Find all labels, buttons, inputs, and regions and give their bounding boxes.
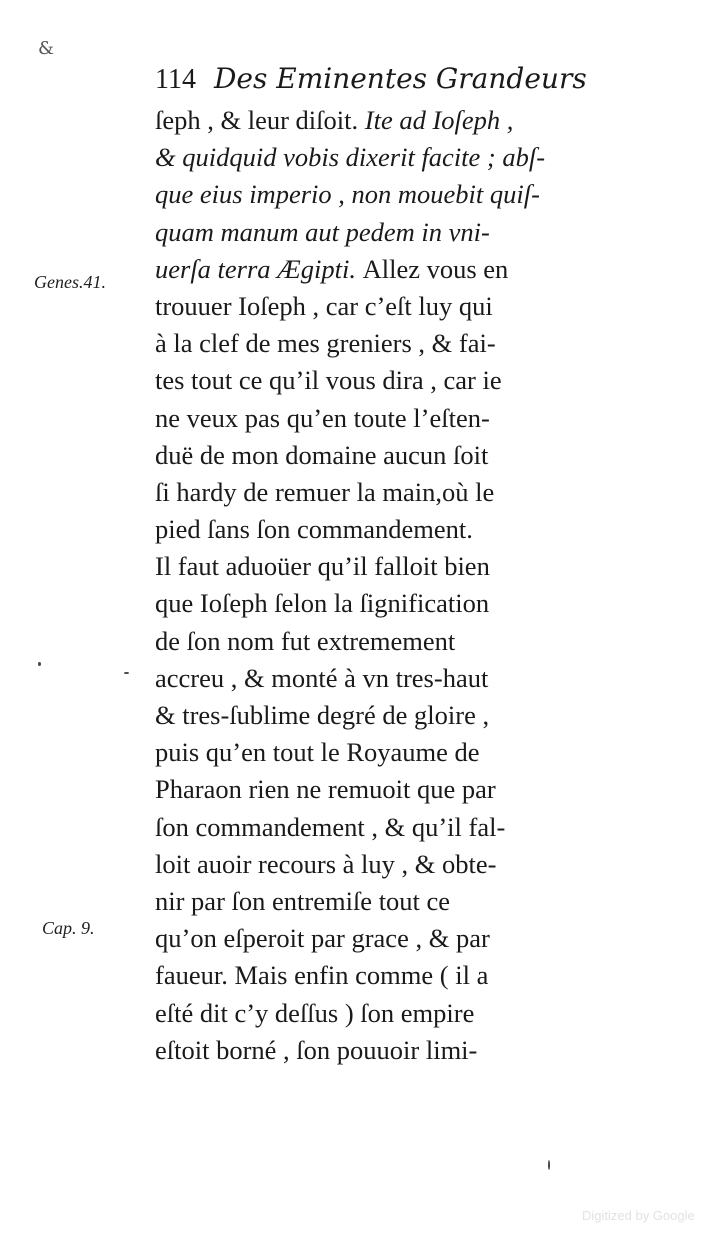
text-line [155,995,625,1032]
french-text-segment: à la clef de mes greniers , & fai- [155,328,496,359]
text-line [155,176,625,213]
margin-note-chapter: Cap. 9. [42,918,95,938]
latin-quote-segment: quam manum aut pedem in vni- [155,216,490,247]
french-text-segment: eſté dit c’y deſſus ) ſon empire [155,997,475,1028]
latin-quote-segment: uerſa terra Ægipti. [155,253,363,284]
french-text-segment: que Ioſeph ſelon la ſignification [155,588,490,619]
text-line [155,660,625,697]
french-text-segment: puis qu’en tout le Royaume de [155,737,480,768]
french-text-segment: trouuer Ioſeph , car c’eſt luy qui [155,290,493,321]
french-text-segment: Allez vous en [362,253,509,284]
french-text-segment: Il faut aduoüer qu’il falloit bien [155,551,490,582]
french-text-segment: qu’on eſperoit par grace , & par [155,923,490,954]
text-line [155,437,625,474]
text-line [155,1032,625,1069]
french-text-segment: tes tout ce qu’il vous dira , car ie [155,365,502,396]
text-line [155,288,625,325]
text-line [155,214,625,251]
text-line [155,474,625,511]
french-text-segment: accreu , & monté à vn tres-haut [155,662,489,693]
text-line [155,102,625,139]
french-text-segment: Pharaon rien ne remuoit que par [155,774,496,805]
french-text-segment: pied ſans ſon commandement. [155,514,473,545]
margin-note-genesis: Genes.41. [34,272,106,292]
french-text-segment: duë de mon domaine aucun ſoit [155,439,489,470]
text-line [155,920,625,957]
latin-quote-segment: & quidquid vobis dixerit facite ; abſ- [155,142,546,173]
corner-mark: & [38,38,53,59]
ink-speck [124,672,129,674]
french-text-segment: eſtoit borné , ſon pouuoir limi- [155,1034,478,1065]
text-line [155,325,625,362]
body-text [155,102,625,1069]
text-line [155,883,625,920]
french-text-segment: nir par ſon entremiſe tout ce [155,885,451,916]
text-line [155,957,625,994]
text-line [155,548,625,585]
text-line [155,697,625,734]
text-line [155,511,625,548]
latin-quote-segment: que eius imperio , non mouebit quiſ- [155,179,540,210]
french-text-segment: ne veux pas qu’en toute l’eſten- [155,402,490,433]
french-text-segment: ſi hardy de remuer la main,où le [155,476,495,507]
text-line [155,846,625,883]
french-text-segment: ſon commandement , & qu’il fal- [155,811,506,842]
french-text-segment: loit auoir recours à luy , & obte- [155,848,497,879]
watermark: Digitized by Google [582,1208,695,1223]
text-line [155,809,625,846]
text-line [155,623,625,660]
text-line [155,362,625,399]
french-text-segment: de ſon nom fut extremement [155,625,456,656]
text-line [155,585,625,622]
text-line [155,734,625,771]
ink-speck [38,662,41,666]
running-header [155,58,625,100]
text-line [155,139,625,176]
ink-speck [548,1160,550,1170]
french-text-segment: & tres-ſublime degré de gloire , [155,700,490,730]
latin-quote-segment: Ite ad Ioſeph , [364,105,514,135]
text-line [155,400,625,437]
page-number: 114 [155,64,196,95]
running-title: Des Eminentes Grandeurs [213,62,587,95]
french-text-segment: faueur. Mais enfin comme ( il a [155,960,489,991]
text-line [155,251,625,288]
text-line [155,771,625,808]
french-text-segment: ſeph , & leur diſoit. [155,105,365,135]
